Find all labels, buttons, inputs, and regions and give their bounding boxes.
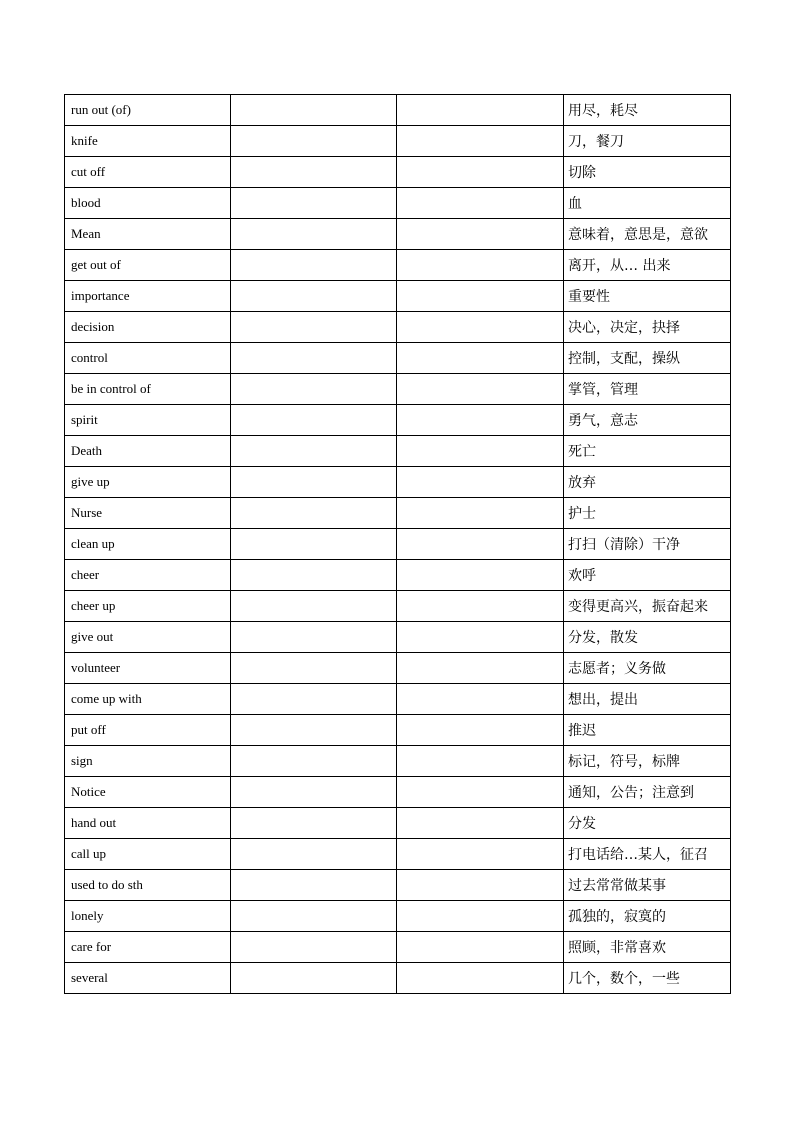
chinese-meaning: 分发，散发 — [564, 622, 731, 653]
table-row — [65, 188, 731, 219]
table-row — [65, 312, 731, 343]
blank-cell — [397, 560, 564, 591]
blank-cell — [231, 684, 397, 715]
blank-cell — [397, 591, 564, 622]
blank-cell — [231, 95, 397, 126]
blank-cell — [231, 839, 397, 870]
blank-cell — [231, 219, 397, 250]
table-row — [65, 405, 731, 436]
blank-cell — [231, 653, 397, 684]
blank-cell — [231, 250, 397, 281]
blank-cell — [397, 715, 564, 746]
english-term: blood — [65, 188, 231, 219]
chinese-meaning: 欢呼 — [564, 560, 731, 591]
blank-cell — [397, 467, 564, 498]
english-term: call up — [65, 839, 231, 870]
english-term: put off — [65, 715, 231, 746]
table-row — [65, 901, 731, 932]
blank-cell — [397, 281, 564, 312]
chinese-meaning: 决心，决定，抉择 — [564, 312, 731, 343]
english-term: run out (of) — [65, 95, 231, 126]
vocabulary-table — [64, 94, 731, 994]
english-term: control — [65, 343, 231, 374]
blank-cell — [231, 467, 397, 498]
blank-cell — [231, 870, 397, 901]
table-row — [65, 436, 731, 467]
blank-cell — [231, 963, 397, 994]
table-row — [65, 591, 731, 622]
chinese-meaning: 过去常常做某事 — [564, 870, 731, 901]
blank-cell — [231, 622, 397, 653]
chinese-meaning: 志愿者；义务做 — [564, 653, 731, 684]
english-term: clean up — [65, 529, 231, 560]
table-row — [65, 870, 731, 901]
english-term: give up — [65, 467, 231, 498]
chinese-meaning: 用尽，耗尽 — [564, 95, 731, 126]
table-row — [65, 808, 731, 839]
chinese-meaning: 通知，公告；注意到 — [564, 777, 731, 808]
blank-cell — [397, 250, 564, 281]
blank-cell — [231, 281, 397, 312]
table-row — [65, 467, 731, 498]
chinese-meaning: 掌管，管理 — [564, 374, 731, 405]
chinese-meaning: 重要性 — [564, 281, 731, 312]
chinese-meaning: 放弃 — [564, 467, 731, 498]
blank-cell — [397, 746, 564, 777]
blank-cell — [231, 808, 397, 839]
table-row — [65, 932, 731, 963]
table-row — [65, 560, 731, 591]
english-term: cheer up — [65, 591, 231, 622]
table-row — [65, 374, 731, 405]
table-row — [65, 126, 731, 157]
blank-cell — [231, 312, 397, 343]
chinese-meaning: 推迟 — [564, 715, 731, 746]
table-row — [65, 529, 731, 560]
blank-cell — [231, 374, 397, 405]
blank-cell — [231, 932, 397, 963]
blank-cell — [231, 126, 397, 157]
table-row — [65, 622, 731, 653]
blank-cell — [397, 374, 564, 405]
chinese-meaning: 打电话给…某人，征召 — [564, 839, 731, 870]
blank-cell — [397, 219, 564, 250]
chinese-meaning: 变得更高兴，振奋起来 — [564, 591, 731, 622]
chinese-meaning: 死亡 — [564, 436, 731, 467]
chinese-meaning: 刀，餐刀 — [564, 126, 731, 157]
blank-cell — [397, 653, 564, 684]
chinese-meaning: 标记，符号，标牌 — [564, 746, 731, 777]
blank-cell — [231, 901, 397, 932]
table-row — [65, 777, 731, 808]
english-term: cheer — [65, 560, 231, 591]
table-row — [65, 653, 731, 684]
english-term: used to do sth — [65, 870, 231, 901]
english-term: spirit — [65, 405, 231, 436]
chinese-meaning: 想出，提出 — [564, 684, 731, 715]
english-term: lonely — [65, 901, 231, 932]
blank-cell — [397, 436, 564, 467]
table-row — [65, 839, 731, 870]
english-term: knife — [65, 126, 231, 157]
blank-cell — [397, 808, 564, 839]
table-row — [65, 343, 731, 374]
vocabulary-table-body — [65, 95, 731, 994]
chinese-meaning: 离开，从… 出来 — [564, 250, 731, 281]
blank-cell — [397, 498, 564, 529]
table-row — [65, 963, 731, 994]
table-row — [65, 684, 731, 715]
chinese-meaning: 照顾，非常喜欢 — [564, 932, 731, 963]
english-term: sign — [65, 746, 231, 777]
blank-cell — [397, 932, 564, 963]
blank-cell — [231, 777, 397, 808]
blank-cell — [397, 343, 564, 374]
table-row — [65, 157, 731, 188]
english-term: hand out — [65, 808, 231, 839]
blank-cell — [397, 312, 564, 343]
blank-cell — [231, 188, 397, 219]
blank-cell — [397, 870, 564, 901]
english-term: Death — [65, 436, 231, 467]
chinese-meaning: 几个，数个，一些 — [564, 963, 731, 994]
blank-cell — [231, 343, 397, 374]
blank-cell — [231, 157, 397, 188]
blank-cell — [397, 95, 564, 126]
blank-cell — [397, 901, 564, 932]
chinese-meaning: 护士 — [564, 498, 731, 529]
table-row — [65, 498, 731, 529]
english-term: give out — [65, 622, 231, 653]
chinese-meaning: 打扫（清除）干净 — [564, 529, 731, 560]
blank-cell — [397, 188, 564, 219]
blank-cell — [231, 746, 397, 777]
table-row — [65, 250, 731, 281]
blank-cell — [397, 405, 564, 436]
english-term: importance — [65, 281, 231, 312]
chinese-meaning: 孤独的，寂寞的 — [564, 901, 731, 932]
chinese-meaning: 分发 — [564, 808, 731, 839]
chinese-meaning: 控制，支配，操纵 — [564, 343, 731, 374]
english-term: several — [65, 963, 231, 994]
blank-cell — [397, 684, 564, 715]
blank-cell — [397, 126, 564, 157]
blank-cell — [231, 560, 397, 591]
table-row — [65, 281, 731, 312]
english-term: Mean — [65, 219, 231, 250]
table-row — [65, 219, 731, 250]
blank-cell — [231, 436, 397, 467]
english-term: decision — [65, 312, 231, 343]
blank-cell — [231, 405, 397, 436]
blank-cell — [397, 963, 564, 994]
blank-cell — [231, 498, 397, 529]
chinese-meaning: 切除 — [564, 157, 731, 188]
table-row — [65, 746, 731, 777]
chinese-meaning: 意味着，意思是，意欲 — [564, 219, 731, 250]
blank-cell — [231, 591, 397, 622]
blank-cell — [397, 777, 564, 808]
english-term: Nurse — [65, 498, 231, 529]
blank-cell — [231, 715, 397, 746]
blank-cell — [397, 622, 564, 653]
english-term: care for — [65, 932, 231, 963]
english-term: get out of — [65, 250, 231, 281]
blank-cell — [397, 529, 564, 560]
english-term: come up with — [65, 684, 231, 715]
blank-cell — [231, 529, 397, 560]
english-term: cut off — [65, 157, 231, 188]
english-term: be in control of — [65, 374, 231, 405]
blank-cell — [397, 839, 564, 870]
chinese-meaning: 血 — [564, 188, 731, 219]
table-row — [65, 715, 731, 746]
chinese-meaning: 勇气，意志 — [564, 405, 731, 436]
english-term: Notice — [65, 777, 231, 808]
table-row — [65, 95, 731, 126]
english-term: volunteer — [65, 653, 231, 684]
blank-cell — [397, 157, 564, 188]
